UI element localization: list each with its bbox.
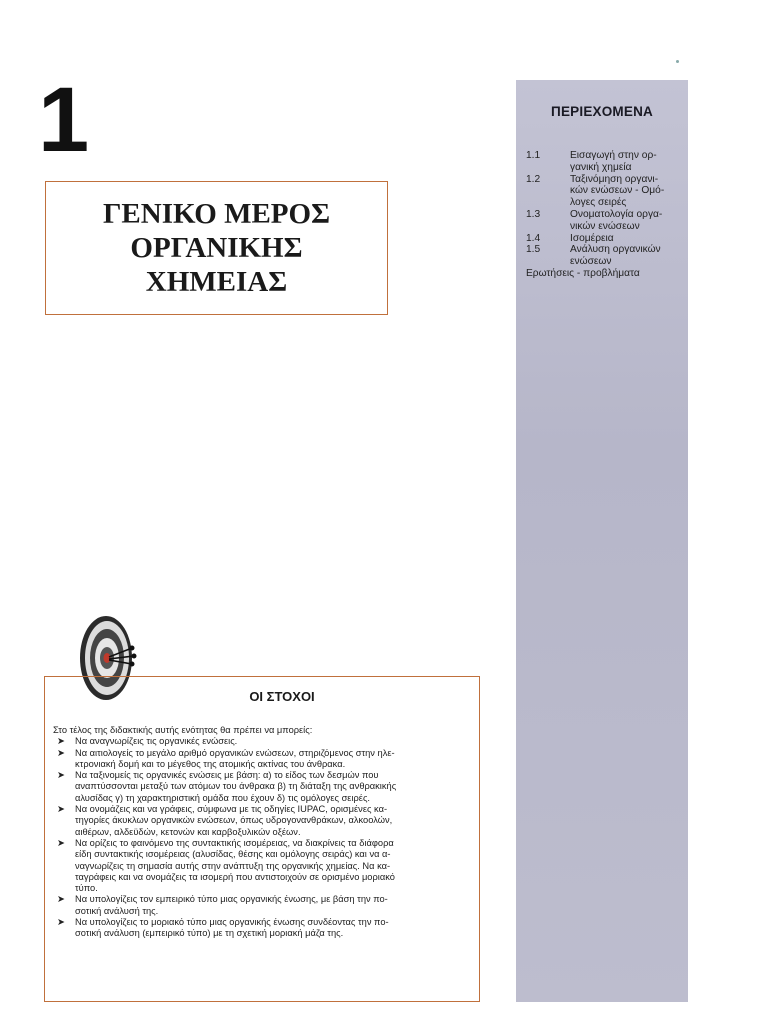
- toc-item-number: 1.3: [526, 208, 541, 220]
- chapter-number: 1: [38, 69, 88, 171]
- goal-line: ταγράφεις και να ονομάζεις τα ισομερή που αντιστοιχούν σε ορισμένο μοριακό: [75, 871, 395, 882]
- toc-item-line: ενώσεων: [570, 256, 612, 268]
- goal-item: [53, 917, 475, 940]
- speck-mark: [676, 60, 679, 63]
- toc-item[interactable]: [526, 209, 686, 233]
- toc-item-exercises[interactable]: Ερωτήσεις - προβλήματα: [526, 267, 640, 279]
- toc-item[interactable]: [526, 174, 686, 209]
- goal-item: [53, 804, 475, 838]
- toc-item-number: 1.2: [526, 173, 541, 185]
- toc-item-number: 1.1: [526, 150, 541, 161]
- goal-line: αναπτύσσονται μεταξύ των ατόμων του άνθρακα β) τη διάταξη της ανθρακικής: [75, 781, 397, 792]
- toc-item-line: Ανάλυση οργανικών: [570, 244, 661, 256]
- arrowhead-bullet-icon: ➤: [57, 837, 65, 848]
- goal-text: [75, 770, 475, 804]
- toc-item-number: 1.4: [526, 232, 541, 244]
- toc-item-label: [570, 174, 686, 209]
- goal-text: [75, 736, 475, 747]
- arrowhead-bullet-icon: ➤: [57, 770, 65, 781]
- chapter-title-line: ΟΡΓΑΝΙΚΗΣ: [130, 232, 303, 264]
- contents-sidebar: [516, 80, 688, 1002]
- toc-item-line: Εισαγωγή στην ορ-: [570, 150, 657, 161]
- goal-item: [53, 736, 475, 747]
- toc-item-label: [570, 150, 686, 174]
- toc-item-line: Ταξινόμηση οργανι-: [570, 173, 659, 185]
- goal-text: [75, 894, 475, 917]
- toc-item[interactable]: [526, 244, 686, 268]
- toc-item-line: Ονοματολογία οργα-: [570, 208, 663, 220]
- table-of-contents: [526, 150, 686, 280]
- goal-line: σοτική ανάλυση (εμπειρικό τύπο) με τη σχετική μοριακή μάζα της.: [75, 928, 344, 939]
- arrowhead-bullet-icon: ➤: [57, 736, 65, 747]
- arrowhead-bullet-icon: ➤: [57, 747, 65, 758]
- arrowhead-bullet-icon: ➤: [57, 894, 65, 905]
- chapter-title-line: ΧΗΜΕΙΑΣ: [145, 266, 288, 298]
- goal-text: [75, 748, 475, 771]
- goal-item: [53, 748, 475, 771]
- goal-line: Να υπολογίζεις το μοριακό τύπο μιας οργανικής ένωσης συνδέοντας την πο-: [75, 917, 389, 928]
- goal-line: αλυσίδας γ) τη χαρακτηριστική ομάδα που έχουν δ) τις ομόλογες σειρές.: [75, 792, 371, 803]
- toc-item[interactable]: [526, 233, 686, 245]
- goal-line: Να αιτιολογείς το μεγάλο αριθμό οργανικών ενώσεων, στηριζόμενος στην ηλε-: [75, 747, 395, 758]
- contents-heading: ΠΕΡΙΕΧΟΜΕΝΑ: [551, 104, 653, 119]
- toc-item-number: 1.5: [526, 244, 541, 256]
- goal-item: [53, 894, 475, 917]
- arrowhead-bullet-icon: ➤: [57, 917, 65, 928]
- goals-body: [53, 725, 475, 940]
- goal-line: Να αναγνωρίζεις τις οργανικές ενώσεις.: [75, 736, 238, 747]
- toc-item-line: λογες σειρές: [570, 197, 627, 209]
- toc-item-line: Ισομέρεια: [570, 232, 614, 244]
- goal-line: Να ονομάζεις και να γράφεις, σύμφωνα με τις οδηγίες IUPAC, ορισμένες κα-: [75, 804, 388, 815]
- goal-line: Να ταξινομείς τις οργανικές ενώσεις με βάση: α) το είδος των δεσμών που: [75, 770, 379, 781]
- goal-line: τύπο.: [75, 883, 98, 894]
- toc-item[interactable]: [526, 150, 686, 174]
- goal-item: [53, 770, 475, 804]
- goal-line: τηγορίες άκυκλων οργανικών ενώσεων, όπως υδρογονανθράκων, αλκοολών,: [75, 815, 393, 826]
- chapter-title-box: [45, 181, 388, 315]
- toc-item-label: [570, 244, 686, 268]
- arrowhead-bullet-icon: ➤: [57, 804, 65, 815]
- goal-item: [53, 838, 475, 894]
- goal-line: ναγνωρίζεις τη σημασία αυτής στην ανάπτυξη της οργανικής χημείας. Να κα-: [75, 860, 391, 871]
- goal-text: [75, 838, 475, 894]
- toc-item-label: [570, 209, 686, 233]
- toc-item-line: νικών ενώσεων: [570, 220, 640, 232]
- toc-item-line: κών ενώσεων - Ομό-: [570, 185, 665, 197]
- goal-line: σοτική ανάλυσή της.: [75, 905, 159, 916]
- toc-item-label: [570, 233, 686, 245]
- goal-text: [75, 804, 475, 838]
- goal-line: Να ορίζεις το φαινόμενο της συντακτικής ισομέρειας, να διακρίνεις τα διάφορα: [75, 837, 394, 848]
- goals-box: [44, 676, 480, 1002]
- goal-line: αιθέρων, αλδεϋδών, κετονών και καρβοξυλικών οξέων.: [75, 826, 301, 837]
- goals-heading: ΟΙ ΣΤΟΧΟΙ: [249, 689, 315, 704]
- goal-line: κτρονιακή δομή και το μέγεθος της ατομικής ακτίνας του άνθρακα.: [75, 758, 346, 769]
- chapter-title-line: ΓΕΝΙΚΟ ΜΕΡΟΣ: [102, 198, 331, 230]
- goal-text: [75, 917, 475, 940]
- goals-intro: Στο τέλος της διδακτικής αυτής ενότητας θα πρέπει να μπορείς:: [53, 725, 313, 735]
- toc-item-line: γανική χημεία: [570, 161, 632, 173]
- goal-line: Να υπολογίζεις τον εμπειρικό τύπο μιας οργανικής ένωσης, με βάση την πο-: [75, 894, 388, 905]
- goal-line: είδη συντακτικής ισομέρειας (αλυσίδας, θέσης και ομόλογης σειράς) και να α-: [75, 849, 391, 860]
